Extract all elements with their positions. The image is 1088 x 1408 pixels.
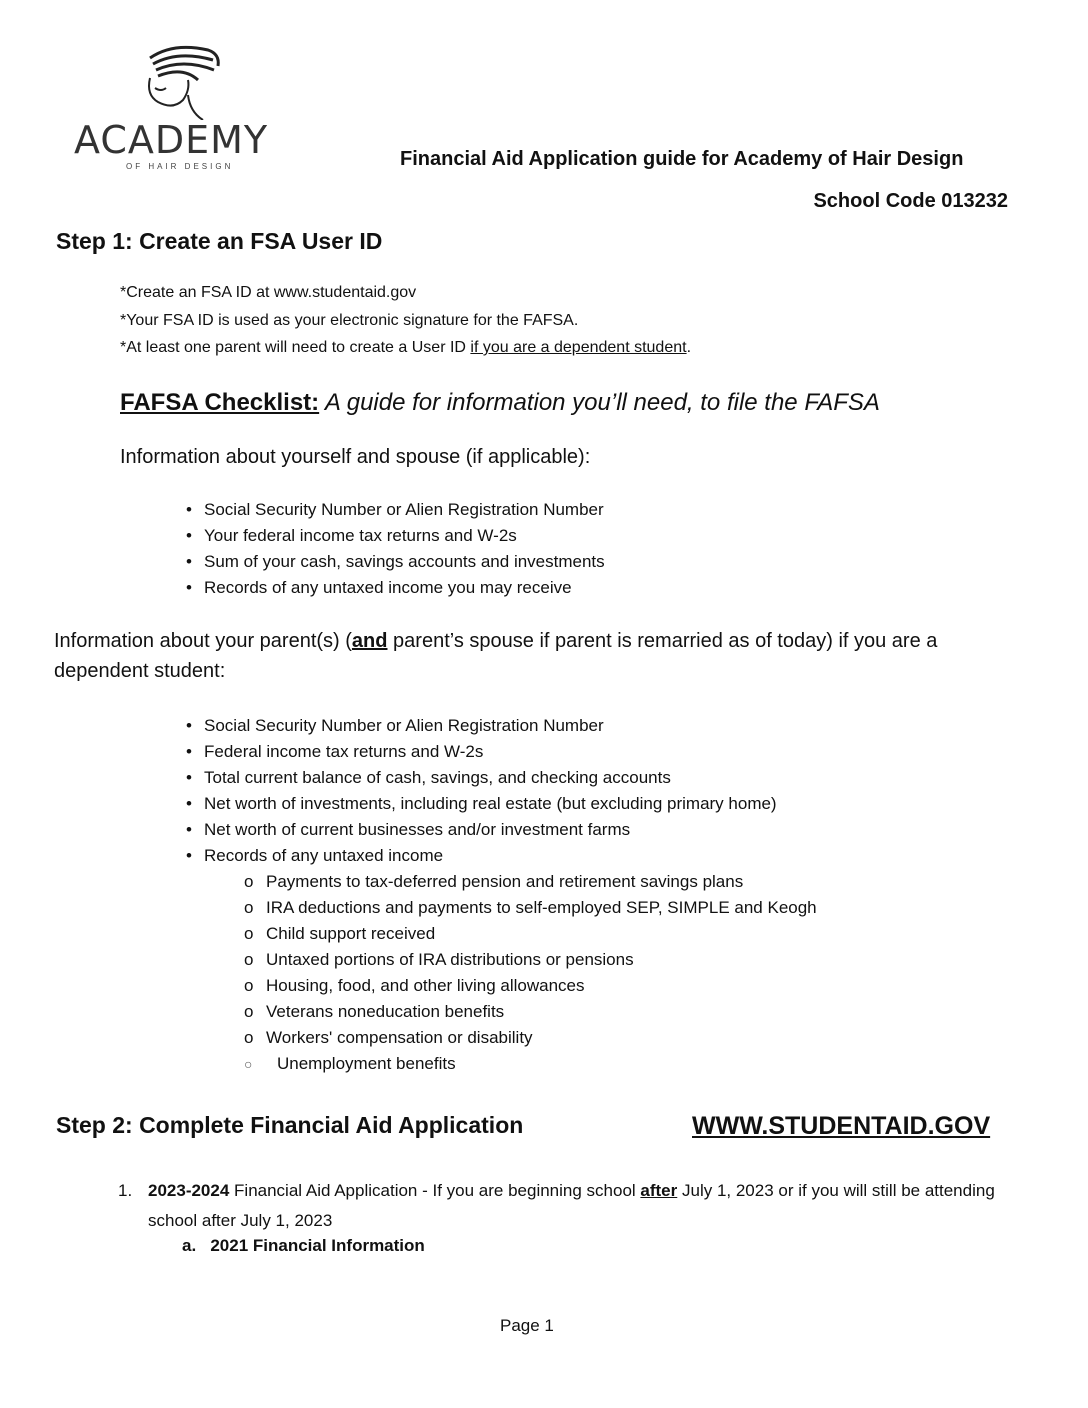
note-3-suffix: . [686, 339, 692, 356]
circle-bullet-icon: o [244, 1002, 254, 1021]
checklist-label: FAFSA Checklist: [120, 389, 320, 416]
list-item: • Total current balance of cash, savings, and checking accounts [186, 765, 777, 791]
self-info-heading: Information about yourself and spouse (if applicable): [120, 446, 591, 468]
circle-bullet-icon: o [244, 924, 254, 943]
bullet-icon: • [186, 794, 192, 813]
self-info-list [186, 497, 605, 601]
circle-bullet-icon: ○ [244, 1056, 253, 1072]
fafsa-checklist-heading [120, 389, 880, 417]
list-item: • Records of any untaxed income you may receive [186, 575, 605, 601]
step1-heading: Step 1: Create an FSA User ID [56, 228, 383, 254]
circle-bullet-icon: o [244, 1028, 254, 1047]
bullet-icon: • [186, 716, 192, 735]
bullet-icon: • [186, 768, 192, 787]
logo-tagline: OF HAIR DESIGN [126, 162, 234, 171]
parent-info-heading: Information about your parent(s) (and parent’s spouse if parent is remarried as of today) if you are a dependent student: [54, 630, 938, 682]
emphasis-and: and [351, 630, 388, 652]
document-title: Financial Aid Application guide for Academy of Hair Design [400, 148, 964, 170]
untaxed-income-list [244, 869, 817, 1077]
academy-logo [68, 40, 268, 175]
list-item: • Net worth of current businesses and/or investment farms [186, 817, 777, 843]
bullet-icon: • [186, 552, 192, 571]
note-3-text: *At least one parent will need to create a User ID [120, 339, 471, 356]
bullet-icon: • [186, 526, 192, 545]
step1-note-1: *Create an FSA ID at www.studentaid.gov [120, 284, 417, 301]
sub-list-item: o Veterans noneducation benefits [244, 999, 817, 1025]
list-item: • Social Security Number or Alien Registration Number [186, 713, 777, 739]
item-text: 2023-2024 Financial Aid Application - If you are beginning school after July 1, 2023 or if you will still be attending school after July 1, 2023 [148, 1181, 995, 1230]
sub-list-item: o Payments to tax-deferred pension and retirement savings plans [244, 869, 817, 895]
sub-list-item: o Untaxed portions of IRA distributions or pensions [244, 947, 817, 973]
numbered-item-1 [118, 1176, 1018, 1236]
list-item: • Net worth of investments, including real estate (but excluding primary home) [186, 791, 777, 817]
sub-list-item: o IRA deductions and payments to self-employed SEP, SIMPLE and Keogh [244, 895, 817, 921]
bullet-icon: • [186, 500, 192, 519]
logo-wordmark: ACADEMY [74, 118, 269, 162]
note-3-underlined: if you are a dependent student [470, 339, 687, 356]
circle-bullet-icon: o [244, 872, 254, 891]
step1-note-2: *Your FSA ID is used as your electronic signature for the FAFSA. [120, 312, 579, 329]
sub-list-item: o Child support received [244, 921, 817, 947]
circle-bullet-icon: o [244, 898, 254, 917]
list-item: • Records of any untaxed income [186, 843, 777, 869]
circle-bullet-icon: o [244, 950, 254, 969]
bullet-icon: • [186, 742, 192, 761]
sub-item-a: a. 2021 Financial Information [182, 1236, 425, 1255]
emphasis-after: after [640, 1181, 678, 1200]
item-number: 1. [118, 1181, 133, 1200]
list-item: • Sum of your cash, savings accounts and investments [186, 549, 605, 575]
checklist-description: A guide for information you’ll need, to file the FAFSA [319, 389, 880, 416]
bullet-icon: • [186, 820, 192, 839]
list-item: • Your federal income tax returns and W-2s [186, 523, 605, 549]
step1-note-3 [120, 339, 691, 357]
sub-list-item: o Housing, food, and other living allowances [244, 973, 817, 999]
list-item: • Social Security Number or Alien Registration Number [186, 497, 605, 523]
parent-info-list [186, 713, 777, 869]
sub-list-item: o Workers' compensation or disability [244, 1025, 817, 1051]
circle-bullet-icon: o [244, 976, 254, 995]
bullet-icon: • [186, 846, 192, 865]
step2-heading: Step 2: Complete Financial Aid Application [56, 1112, 524, 1138]
face-sketch-icon [128, 40, 248, 120]
bullet-icon: • [186, 578, 192, 597]
page-number: Page 1 [500, 1316, 554, 1335]
list-item: • Federal income tax returns and W-2s [186, 739, 777, 765]
studentaid-link[interactable]: WWW.STUDENTAID.GOV [692, 1112, 991, 1140]
sub-list-item: ○ Unemployment benefits [244, 1051, 817, 1077]
school-code: School Code 013232 [813, 190, 1008, 212]
